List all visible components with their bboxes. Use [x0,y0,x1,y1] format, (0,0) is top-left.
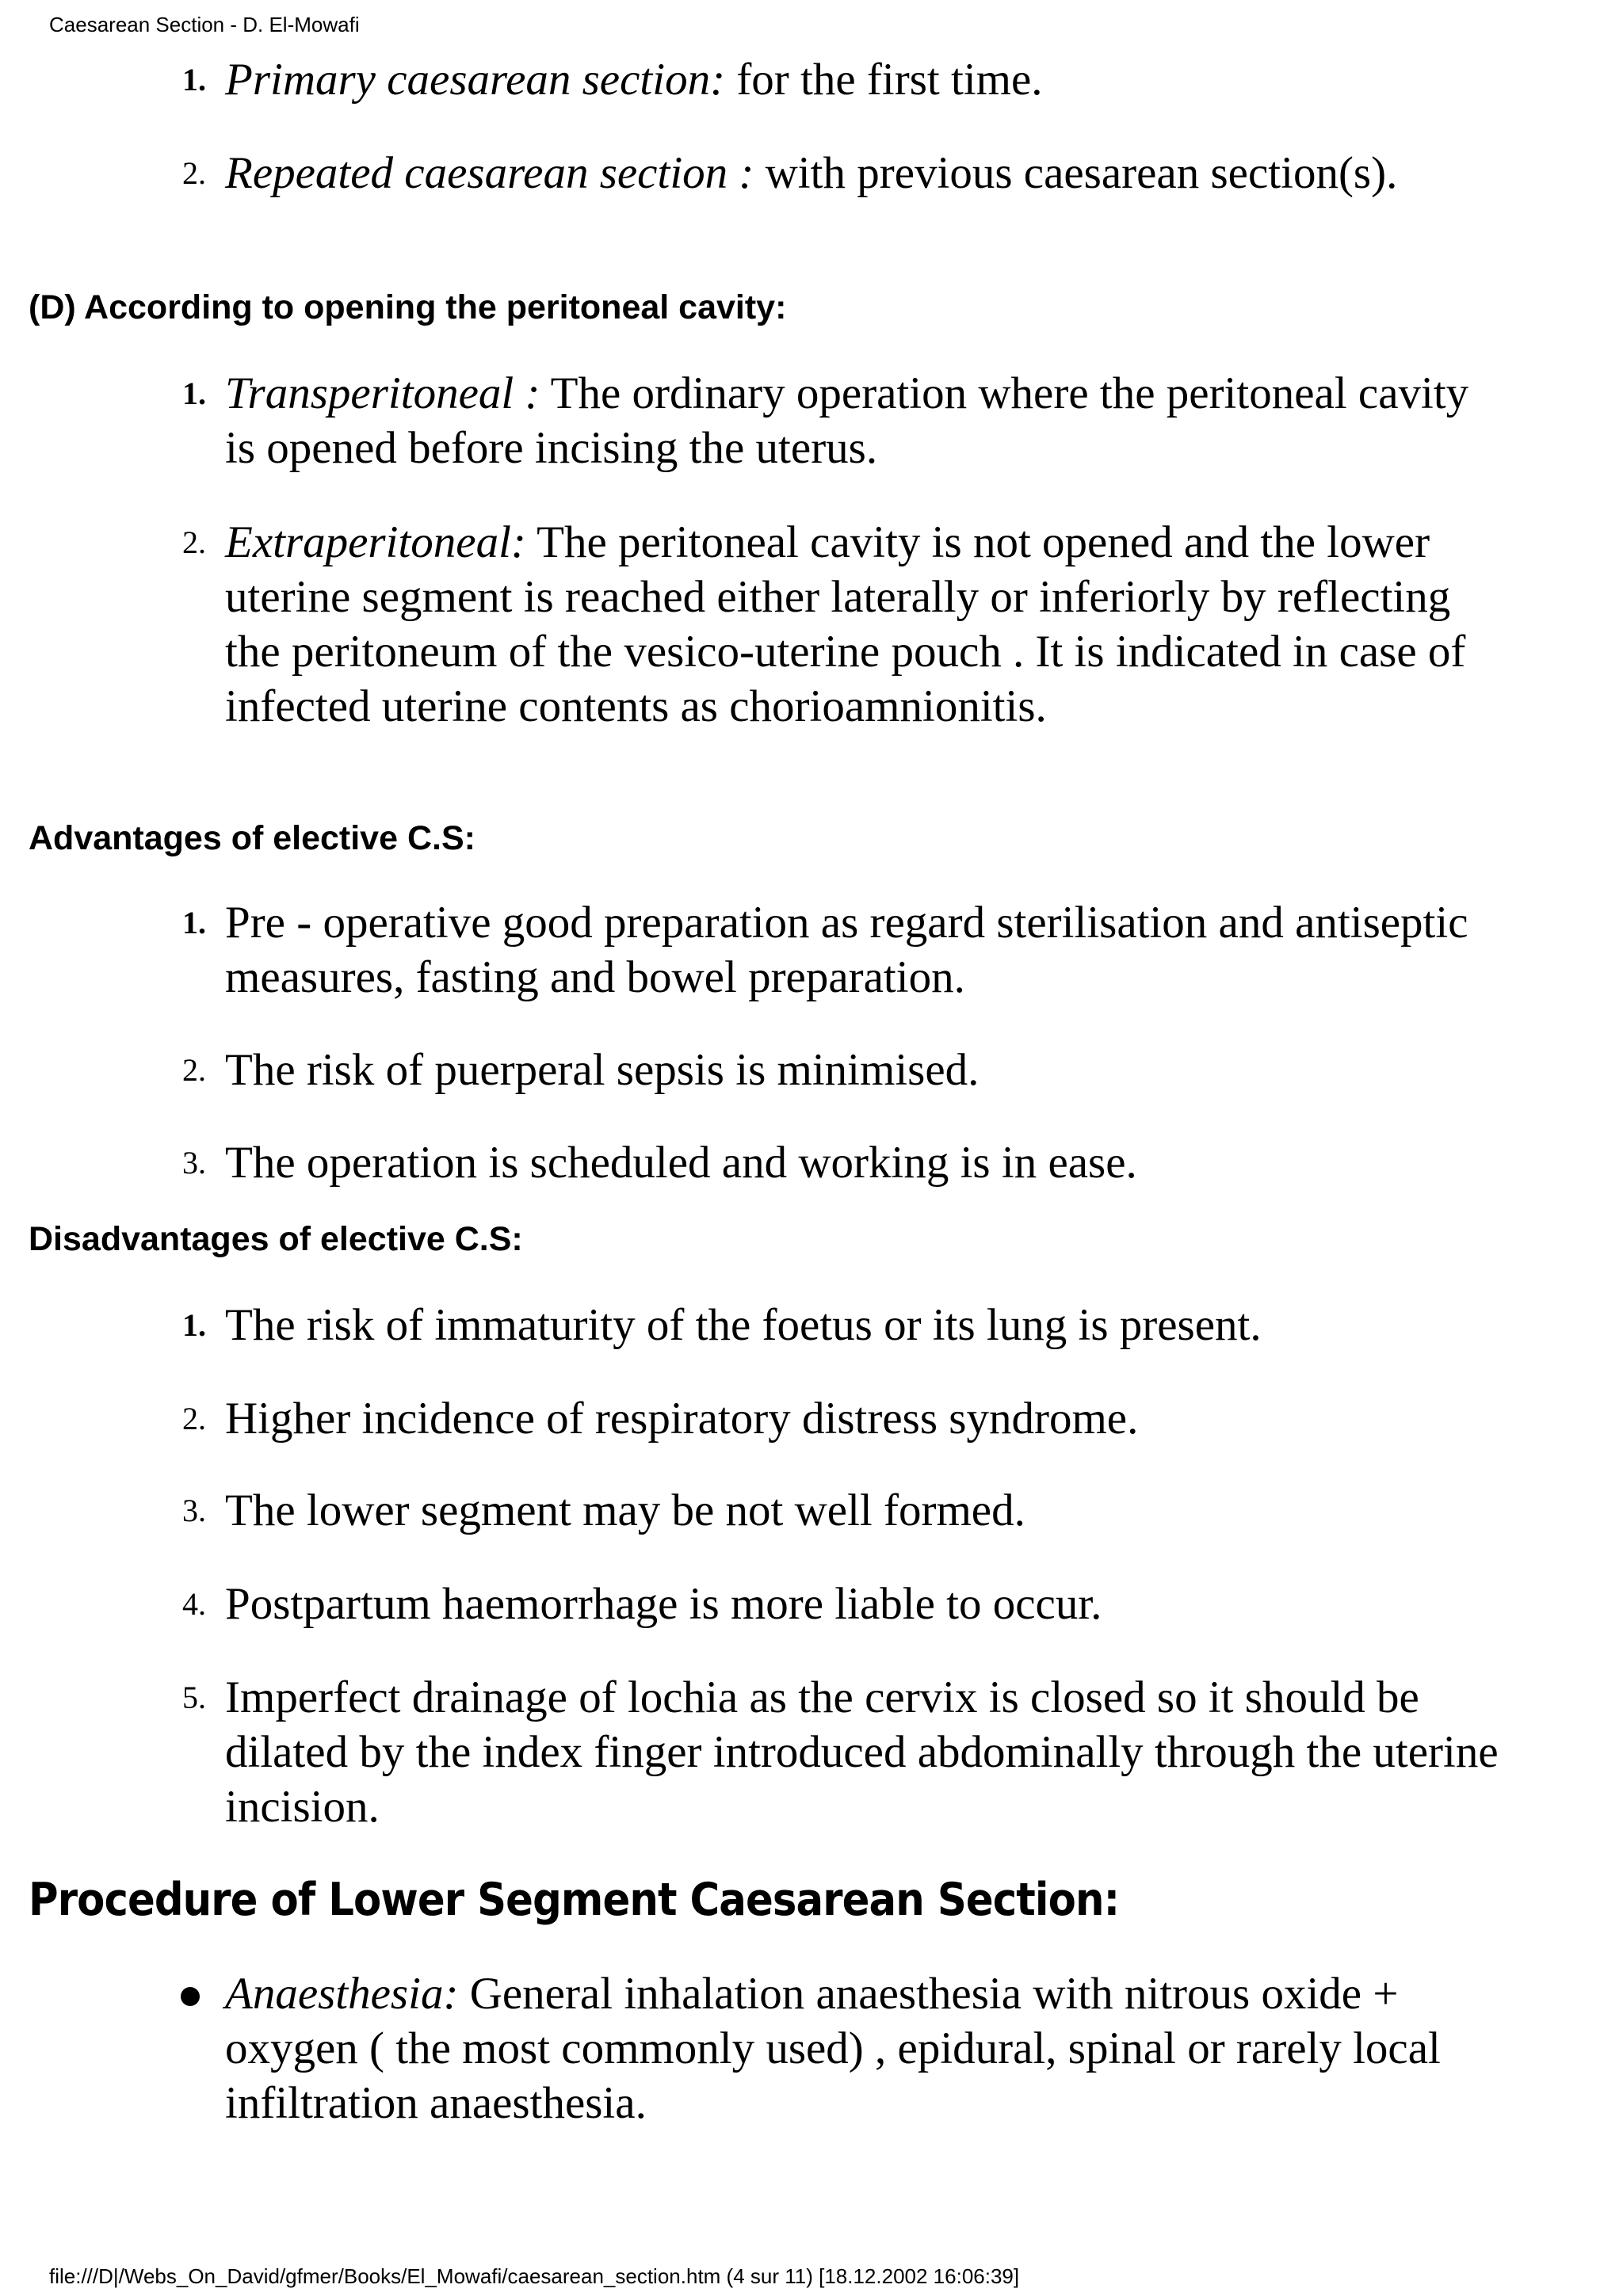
list-item-text: The lower segment may be not well formed. [225,1486,1025,1535]
list-item-text: The operation is scheduled and working is in ease. [225,1138,1137,1188]
list-number: 1. [182,376,206,411]
list-item-term: Repeated caesarean section : [225,148,754,198]
list-item-term: Extraperitoneal: [225,517,526,567]
list-item-term: Transperitoneal : [225,368,540,418]
list-number: 2. [182,1401,206,1436]
list-item-body: with previous caesarean section(s). [754,148,1398,198]
list-item-text: Imperfect drainage of lochia as the cervix is closed so it should be dilated by the index finger introduced abdominally through the uterine incision. [225,1672,1499,1832]
list-item-text [225,1966,1509,2130]
list-item-body: General inhalation anaesthesia with nitrous oxide + oxygen ( the most commonly used) , epidural, spinal or rarely local infiltration anaesthesia. [225,1969,1441,2128]
list-item-text [225,366,1509,475]
list-number: 4. [182,1586,206,1622]
bullet-icon [181,1987,200,2006]
list-number: 3. [182,1145,206,1180]
list-item-text: Pre - operative good preparation as regard sterilisation and antiseptic measures, fasting and bowel preparation. [225,898,1468,1002]
print-header-title: Caesarean Section - D. El-Mowafi [49,13,360,36]
list-item-text: The risk of puerperal sepsis is minimised. [225,1045,980,1095]
list-item-body: The ordinary operation where the peritoneal cavity is opened before incising the uterus. [225,368,1469,473]
list-number: 1. [182,905,206,940]
list-item-term: Anaesthesia: [225,1969,459,2019]
list-number: 2. [182,1052,206,1088]
list-number: 2. [182,524,206,560]
list-number: 3. [182,1493,206,1528]
list-item-text [225,52,1509,107]
list-number: 1. [182,1307,206,1343]
list-number: 5. [182,1680,206,1715]
list-item-text [225,146,1509,200]
list-item-term: Primary caesarean section: [225,55,726,105]
list-item-text: The risk of immaturity of the foetus or its lung is present. [225,1300,1262,1350]
section-heading-advantages: Advantages of elective C.S: [29,819,475,857]
list-item-text: Postpartum haemorrhage is more liable to occur. [225,1579,1102,1629]
list-item-body: for the first time. [725,55,1043,105]
section-heading-peritoneal: (D) According to opening the peritoneal cavity: [29,288,787,326]
list-number: 1. [182,62,206,97]
list-item-body: The peritoneal cavity is not opened and the lower uterine segment is reached either laterally or inferiorly by reflecting the peritoneum of the vesico-uterine pouch . It is indicated in case of infected uterine contents as chorioamnionitis. [225,517,1466,731]
list-item-text [225,515,1509,734]
section-heading-disadvantages: Disadvantages of elective C.S: [29,1220,523,1258]
print-footer-path: file:///D|/Webs_On_David/gfmer/Books/El_Mowafi/caesarean_section.htm (4 sur 11) [18.12.2002 16:06:39] [49,2264,1020,2288]
list-item-text: Higher incidence of respiratory distress syndrome. [225,1394,1139,1444]
section-heading-procedure: Procedure of Lower Segment Caesarean Section: [29,1874,1120,1926]
list-number: 2. [182,155,206,191]
